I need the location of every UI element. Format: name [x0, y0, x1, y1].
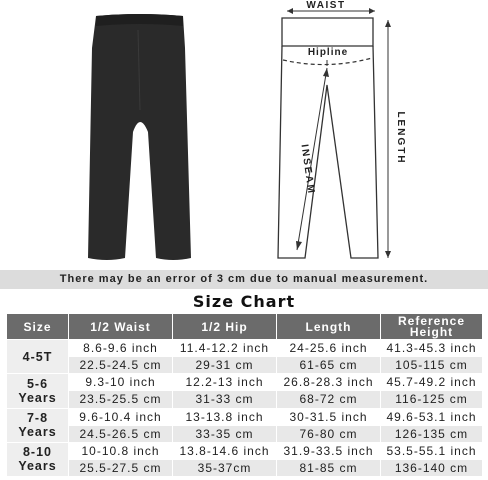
inch-value-cell: 12.2-13 inch	[173, 374, 277, 391]
inch-value-cell: 9.3-10 inch	[69, 374, 173, 391]
cm-value-cell: 25.5-27.5 cm	[69, 459, 173, 476]
inch-value-cell: 31.9-33.5 inch	[277, 442, 381, 459]
cm-value-cell: 23.5-25.5 cm	[69, 391, 173, 408]
inch-value-cell: 8.6-9.6 inch	[69, 340, 173, 357]
table-row	[7, 459, 483, 476]
cm-value-cell: 61-65 cm	[277, 357, 381, 374]
table-row	[7, 374, 483, 391]
table-row	[7, 357, 483, 374]
header-length: Length	[277, 314, 381, 340]
cm-value-cell: 24.5-26.5 cm	[69, 425, 173, 442]
inch-value-cell: 9.6-10.4 inch	[69, 408, 173, 425]
inch-value-cell: 45.7-49.2 inch	[381, 374, 483, 391]
cm-value-cell: 35-37cm	[173, 459, 277, 476]
cm-value-cell: 76-80 cm	[277, 425, 381, 442]
size-chart-title: Size Chart	[192, 292, 296, 311]
cm-value-cell: 116-125 cm	[381, 391, 483, 408]
length-label: LENGTH	[395, 111, 406, 165]
inch-value-cell: 13.8-14.6 inch	[173, 442, 277, 459]
size-cell	[7, 442, 69, 476]
table-row	[7, 408, 483, 425]
header-half-hip: 1/2 Hip	[173, 314, 277, 340]
cm-value-cell: 136-140 cm	[381, 459, 483, 476]
header-reference-height: Reference Height	[381, 314, 483, 340]
cm-value-cell: 126-135 cm	[381, 425, 483, 442]
size-label: 8-10	[22, 445, 53, 460]
header-half-waist: 1/2 Waist	[69, 314, 173, 340]
cm-value-cell: 81-85 cm	[277, 459, 381, 476]
table-row	[7, 425, 483, 442]
hipline-label: Hipline	[307, 47, 349, 58]
inch-value-cell: 13-13.8 inch	[173, 408, 277, 425]
waist-label: WAIST	[306, 0, 346, 11]
table-row	[7, 442, 483, 459]
measurement-notice: There may be an error of 3 cm due to manual measurement.	[0, 270, 488, 289]
cm-value-cell: 105-115 cm	[381, 357, 483, 374]
size-label: 4-5T	[22, 349, 53, 364]
size-label: Years	[18, 390, 57, 405]
size-label: Years	[18, 425, 57, 440]
inch-value-cell: 26.8-28.3 inch	[277, 374, 381, 391]
inch-value-cell: 24-25.6 inch	[277, 340, 381, 357]
header-row	[7, 314, 483, 340]
inch-value-cell: 53.5-55.1 inch	[381, 442, 483, 459]
inseam-label: INSEAM	[298, 143, 317, 196]
cm-value-cell: 22.5-24.5 cm	[69, 357, 173, 374]
size-chart-table	[6, 313, 483, 477]
cm-value-cell: 68-72 cm	[277, 391, 381, 408]
cm-value-cell: 31-33 cm	[173, 391, 277, 408]
leggings-photo	[88, 14, 191, 260]
cm-value-cell: 33-35 cm	[173, 425, 277, 442]
inch-value-cell: 49.6-53.1 inch	[381, 408, 483, 425]
inch-value-cell: 10-10.8 inch	[69, 442, 173, 459]
inch-value-cell: 30-31.5 inch	[277, 408, 381, 425]
size-label: 7-8	[26, 411, 49, 426]
table-row	[7, 340, 483, 357]
size-cell	[7, 340, 69, 374]
size-cell	[7, 408, 69, 442]
size-label: 5-6	[26, 376, 49, 391]
size-label: Years	[18, 459, 57, 474]
cm-value-cell: 29-31 cm	[173, 357, 277, 374]
size-cell	[7, 374, 69, 408]
header-size: Size	[7, 314, 69, 340]
table-row	[7, 391, 483, 408]
measurement-diagram	[278, 8, 391, 258]
inch-value-cell: 11.4-12.2 inch	[173, 340, 277, 357]
inch-value-cell: 41.3-45.3 inch	[381, 340, 483, 357]
